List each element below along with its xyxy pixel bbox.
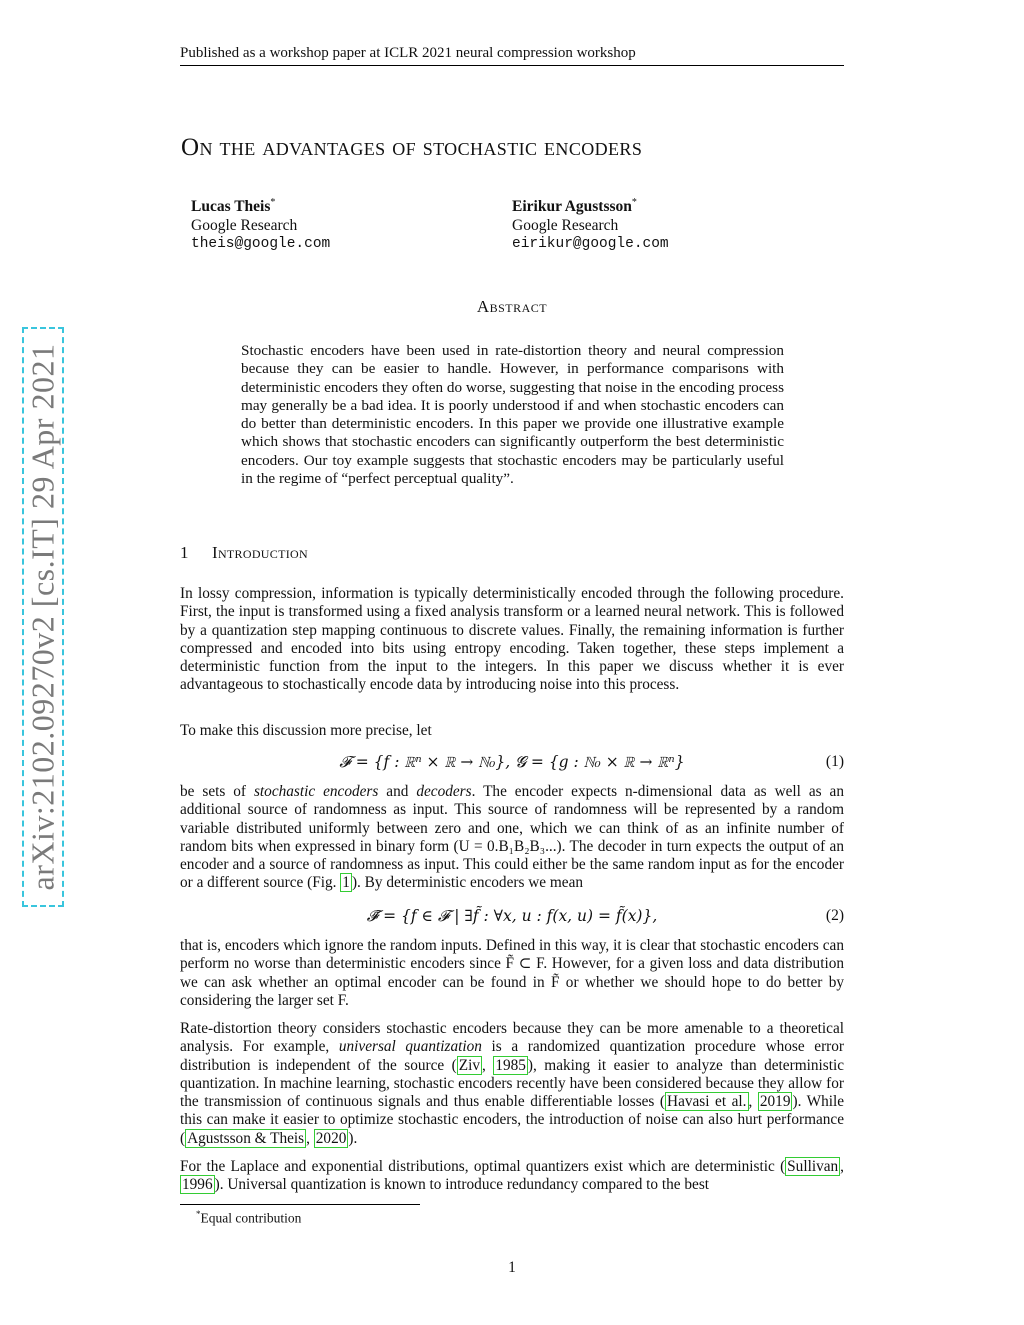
equation-2-expr: 𝓕̃ = {f ∈ 𝓕 | ∃f̃ : ∀x, u : f(x, u) = f̃(x)}, [366, 907, 658, 925]
citation-ziv[interactable]: Ziv [458, 1056, 481, 1074]
citation-agustsson[interactable]: Agustsson & Theis [187, 1129, 305, 1147]
footnote-rule [180, 1204, 420, 1205]
author-2-name: Eirikur Agustsson* [512, 197, 637, 216]
figure-link[interactable]: 1 [342, 874, 350, 892]
equation-1-expr: 𝓕 = {f : ℝⁿ × ℝ → ℕ₀}, 𝓖 = {g : ℕ₀ × ℝ → ℝⁿ} [339, 753, 685, 771]
section-1-heading [180, 543, 308, 563]
author-1-affiliation: Google Research [191, 217, 298, 235]
citation-havasi[interactable]: Havasi et al. [667, 1093, 747, 1111]
author-1-name: Lucas Theis* [191, 197, 276, 216]
citation-sullivan[interactable]: Sullivan [787, 1158, 839, 1175]
citation-havasi-year[interactable]: 2019 [759, 1093, 791, 1111]
paragraph-rate-distortion: Rate-distortion theory considers stochastic encoders because they can be more amenable to a theoretical analysis. For example, universal quantization is a randomized quantization procedure whose error distribution is independent of the source ( Ziv , 1985 ), making it easier to analyze than deterministic quantization. In machine learning, stochastic encoders recently have been considered because they allow for the transmission of continuous signals and thus enable differentiable losses ( Havasi et al. , 2019 ). While this can make it easier to optimize stochastic encoders, the introduction of noise can also hurt performance ( Agustsson & Theis , 2020 ). [180, 1020, 845, 1147]
author-2-email: eirikur@google.com [512, 236, 669, 253]
footnote: *Equal contribution [196, 1209, 302, 1226]
paragraph-precise: To make this discussion more precise, let [180, 722, 432, 739]
paragraph-deterministic: that is, encoders which ignore the random inputs. Defined in this way, it is clear that stochastic encoders can perform no worse than deterministic encoders since F̃ ⊂ F. However, for a given loss and data distribution we can ask whether an optimal encoder can be found in F̃ or whether we should hope to do better by considering the larger set F. [180, 937, 844, 1009]
citation-sullivan-year[interactable]: 1996 [182, 1176, 213, 1194]
paragraph-intro: In lossy compression, information is typically deterministically encoded through the following procedure. First, the input is transformed using a fixed analysis transform or a learned neural network. This is followed by a quantization step mapping continuous to discrete values. Finally, the remaining information is further compressed and encoded into bits using entropy encoding. Taken together, these steps implement a deterministic function from the input to the integers. In this paper we discuss whether it is ever advantageous to stochastically encode data by introducing noise into this process. [180, 585, 844, 694]
author-2 [512, 193, 669, 254]
citation-ziv-year[interactable]: 1985 [495, 1056, 526, 1074]
author-2-affiliation: Google Research [512, 217, 619, 235]
title-initial: O [181, 134, 200, 161]
page-number: 1 [508, 1259, 516, 1276]
equation-2-label: (2) [825, 907, 844, 924]
running-header: Published as a workshop paper at ICLR 2021 neural compression workshop [180, 44, 844, 66]
author-1-email: theis@google.com [191, 236, 331, 253]
abstract-heading: Abstract [476, 297, 548, 316]
author-1 [191, 193, 330, 254]
arxiv-stamp[interactable] [22, 327, 64, 907]
paper-title [181, 132, 642, 164]
abstract-text: Stochastic encoders have been used in rate-distortion theory and neural compression because they can be easier to handle. However, in performance comparisons with deterministic encoders they often do worse, suggesting that noise in the encoding process may generally be a bad idea. It is poorly understood if and when stochastic encoders can do better than deterministic encoders. In this paper we provide one illustrative example which shows that stochastic encoders can significantly outperform the best deterministic encoders. Our toy example suggests that stochastic encoders may be particularly useful in the regime of “perfect perceptual quality”. [241, 342, 784, 488]
section-title: Introduction [212, 543, 308, 562]
title-rest: n the advantages of stochastic encoders [199, 134, 643, 161]
equation-1-label: (1) [825, 753, 844, 770]
citation-agustsson-year[interactable]: 2020 [315, 1129, 347, 1147]
paragraph-laplace: For the Laplace and exponential distributions, optimal quantizers exist which are deterministic ( Sullivan , 1996 ). Universal quantization is known to introduce redundancy compared to the best [180, 1158, 844, 1194]
arxiv-stamp-text: arXiv:2102.09270v2 [cs.IT] 29 Apr 2021 [24, 343, 61, 891]
paragraph-definitions: be sets of stochastic encoders and decoders. The encoder expects n-dimensional data as well as an additional source of randomness as input. This source of randomness will be represented by a random variable distributed uniformly between zero and one, which we can think of as an infinite number of random bits when expressed in binary form (U = 0.B₁B₂B₃...). The decoder in turn expects the output of an encoder and a source of randomness as input. This could either be the same random input as for the encoder or a different source (Fig. 1 ). By deterministic encoders we mean [180, 783, 844, 892]
section-number: 1 [180, 543, 189, 562]
